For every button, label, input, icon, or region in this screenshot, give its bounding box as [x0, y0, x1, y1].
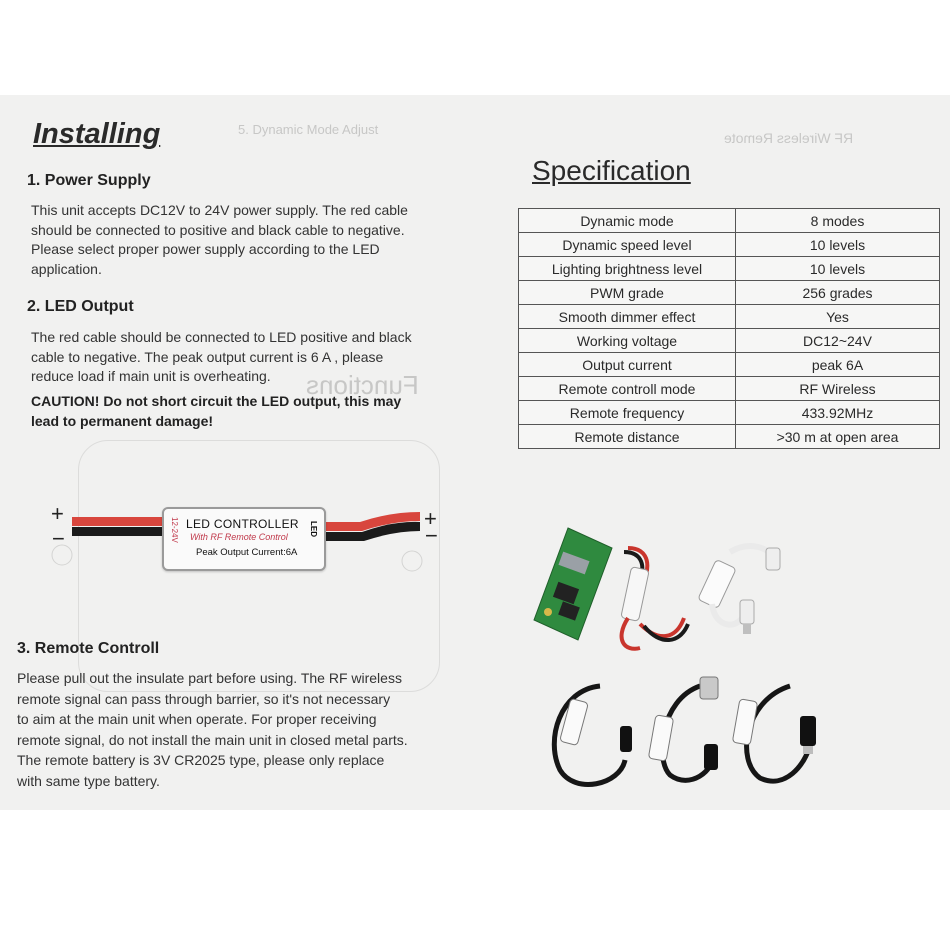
spec-name: Working voltage: [519, 329, 736, 353]
spec-value: 8 modes: [736, 209, 940, 233]
spec-value: 10 levels: [736, 233, 940, 257]
pcb-module-image: [534, 528, 612, 640]
spec-name: Smooth dimmer effect: [519, 305, 736, 329]
black-cable-usb-image: [732, 686, 816, 781]
spec-name: Remote controll mode: [519, 377, 736, 401]
spec-value: >30 m at open area: [736, 425, 940, 449]
spec-value: peak 6A: [736, 353, 940, 377]
controller-subtitle: With RF Remote Control: [190, 532, 288, 542]
spec-name: Remote distance: [519, 425, 736, 449]
led-output-label: LED: [309, 521, 318, 537]
left-plus-sign: +: [51, 501, 64, 526]
spec-name: PWM grade: [519, 281, 736, 305]
mini-controller-white-image: [698, 546, 780, 634]
peak-output-label: Peak Output Current:6A: [196, 547, 298, 558]
right-minus-sign: −: [425, 523, 438, 548]
led-output-heading: 2. LED Output: [27, 298, 134, 315]
mini-controller-red-black-image: [621, 548, 688, 649]
spec-value: DC12~24V: [736, 329, 940, 353]
remote-controll-text: Please pull out the insulate part before using. The RF wireless remote signal can pass through barrier, so it's not necessary to aim at the main unit when operate. For proper receiving remote signal, do not install the main unit in closed metal parts. The remote battery is 3V CR2025 type, please only replace with same type battery.: [17, 670, 408, 789]
led-output-text: The red cable should be connected to LED positive and black cable to negative. The peak output current is 6 A , please reduce load if main unit is overheating.: [31, 329, 412, 384]
black-cable-usb-female-image: [648, 677, 718, 780]
spec-name: Dynamic speed level: [519, 233, 736, 257]
spec-value: RF Wireless: [736, 377, 940, 401]
spec-value: 10 levels: [736, 257, 940, 281]
input-voltage-label: 12-24V: [170, 517, 179, 543]
right-plus-sign: +: [424, 506, 437, 531]
power-supply-text: This unit accepts DC12V to 24V power supply. The red cable should be connected to positive and black cable to negative. Please select proper power supply according to the LED application.: [31, 202, 408, 277]
bleed-through-heading: 5. Dynamic Mode Adjust: [238, 122, 379, 137]
bleed-through-heading: Functions: [306, 370, 419, 400]
power-supply-heading: 1. Power Supply: [27, 172, 151, 189]
left-minus-sign: −: [52, 526, 65, 551]
black-cable-dc-image: [554, 686, 632, 784]
spec-value: Yes: [736, 305, 940, 329]
caution-text: CAUTION! Do not short circuit the LED output, this may lead to permanent damage!: [31, 393, 402, 429]
bleed-through-heading: RF Wireless Remote: [724, 130, 854, 146]
specification-title: Specification: [532, 155, 691, 186]
controller-title: LED CONTROLLER: [186, 517, 299, 531]
spec-name: Lighting brightness level: [519, 257, 736, 281]
spec-name: Remote frequency: [519, 401, 736, 425]
spec-value: 256 grades: [736, 281, 940, 305]
remote-controll-heading: 3. Remote Controll: [17, 640, 160, 657]
spec-name: Dynamic mode: [519, 209, 736, 233]
spec-value: 433.92MHz: [736, 401, 940, 425]
installing-title: Installing: [33, 118, 161, 150]
spec-name: Output current: [519, 353, 736, 377]
